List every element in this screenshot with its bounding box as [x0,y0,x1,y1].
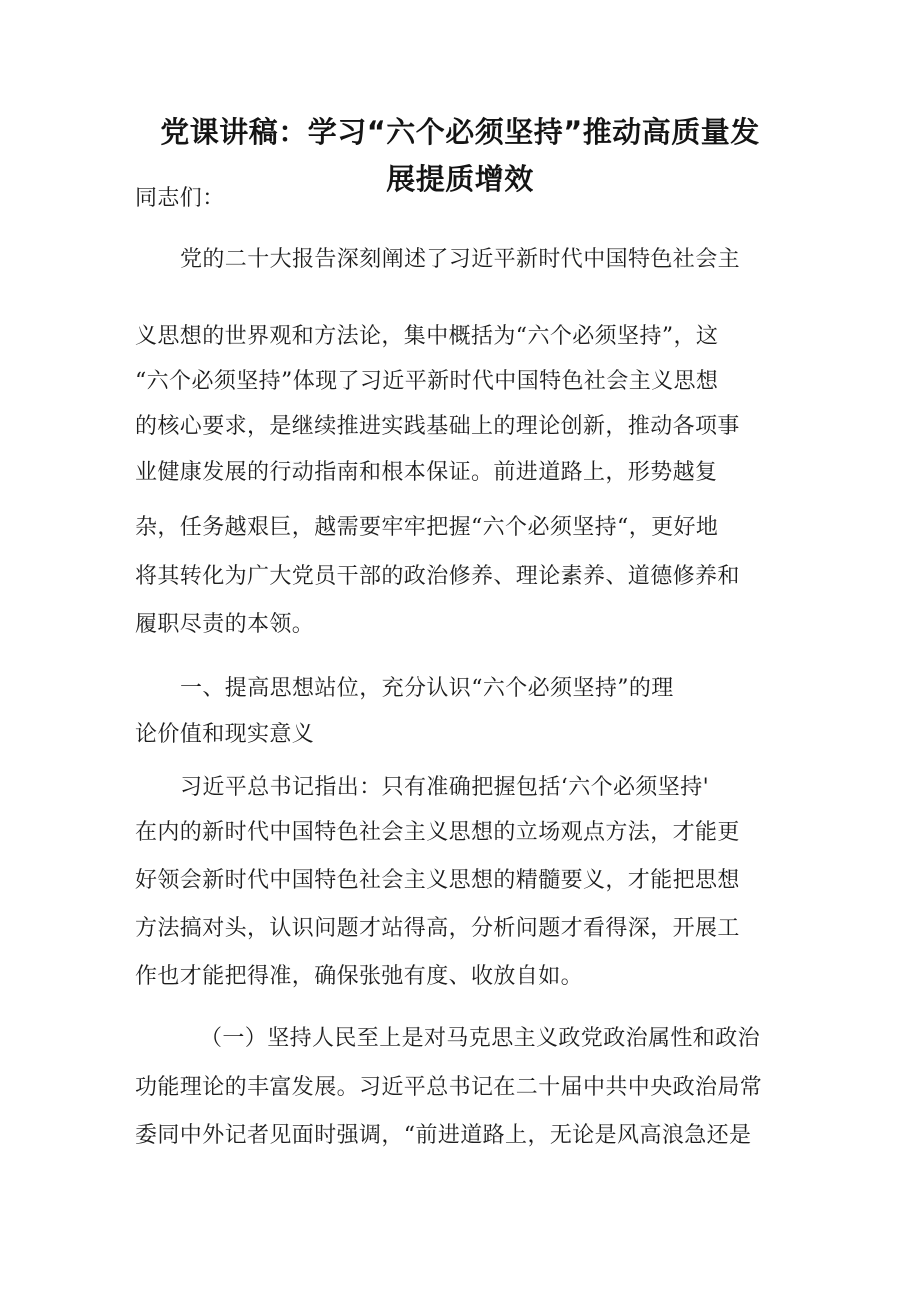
document-title-line-1: 党课讲稿：学习“六个必须坚持”推动高质量发 [160,115,760,149]
paragraph-line: 作也才能把得准，确保张弛有度、收放自如。 [135,964,584,989]
paragraph-line: （一）坚持人民至上是对马克思主义政党政治属性和政治 [200,1026,761,1051]
paragraph-line: “六个必须坚持”体现了习近平新时代中国特色社会主义思想 [135,369,719,394]
paragraph-line: 党的二十大报告深刻阐述了习近平新时代中国特色社会主 [180,247,741,272]
paragraph-line: 的核心要求，是继续推进实践基础上的理论创新，推动各项事 [135,414,740,439]
paragraph-line: 将其转化为广大党员干部的政治修养、理论素养、道德修养和 [135,564,740,589]
paragraph-line: 义思想的世界观和方法论，集中概括为“六个必须坚持”，这 [135,324,719,349]
paragraph-line: 杂，任务越艰巨，越需要牢牢把握“六个必须坚持“，更好地 [135,515,719,540]
heading-line: 一、提高思想站位，充分认识“六个必须坚持”的理 [180,676,674,701]
paragraph-line: 习近平总书记指出：只有准确把握包括‘六个必须坚持' [180,775,710,800]
paragraph-line: 好领会新时代中国特色社会主义思想的精髓要义，才能把思想 [135,868,740,893]
paragraph-line: 功能理论的丰富发展。习近平总书记在二十届中共中央政治局常 [135,1075,763,1100]
paragraph-line: 在内的新时代中国特色社会主义思想的立场观点方法，才能更 [135,820,740,845]
heading-line: 论价值和现实意义 [135,722,315,747]
paragraph-line: 方法搞对头，认识问题才站得高，分析问题才看得深，开展工 [135,916,740,941]
paragraph-line: 委同中外记者见面时强调，“前进道路上，无论是风高浪急还是 [135,1123,752,1148]
paragraph-line: 履职尽责的本领。 [135,612,315,637]
document-title-line-2: 展提质增效 [386,162,534,196]
paragraph-line: 业健康发展的行动指南和根本保证。前进道路上，形势越复 [135,460,718,485]
salutation: 同志们： [135,186,225,211]
